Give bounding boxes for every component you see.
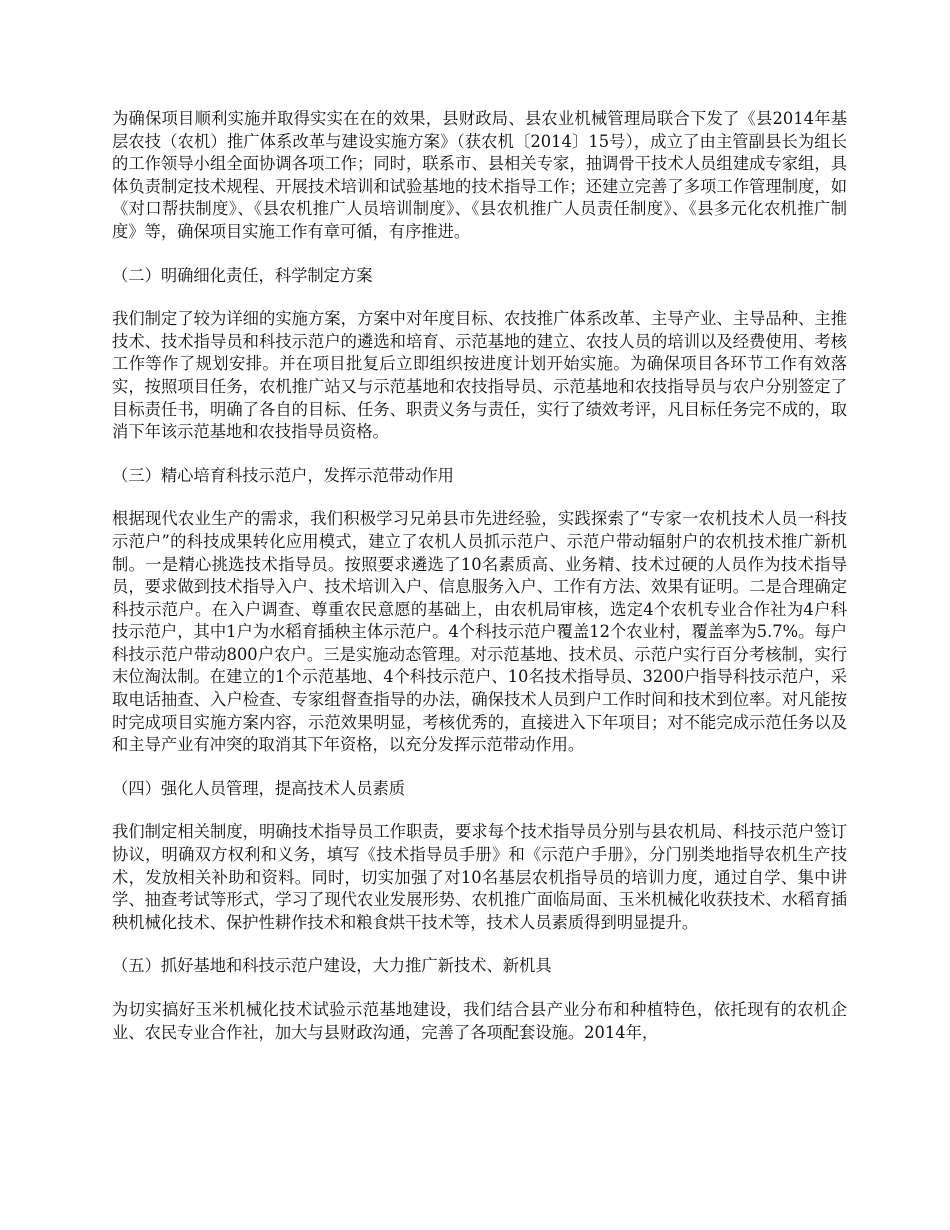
paragraph-demonstration-households: 根据现代农业生产的需求，我们积极学习兄弟县市先进经验，实践探索了“专家一农机技术人员一科技示范户”的科技成果转化应用模式，建立了农机人员抓示范户、示范户带动辐射户的农机技术推广新机制。一是精心挑选技术指导员。按照要求遴选了10名素质高、业务精、技术过硬的人员作为技术指导员，要求做到技术指导入户、技术培训入户、信息服务入户、工作有方法、效果有证明。二是合理确定科技示范户。在入户调查、尊重农民意愿的基础上，由农机局审核，选定4个农机专业合作社为4户科技示范户，其中1户为水稻育插秧主体示范户。4个科技示范户覆盖12个农业村，覆盖率为5.7%。每户科技示范户带动800户农户。三是实施动态管理。对示范基地、技术员、示范户实行百分考核制，实行末位淘汰制。在建立的1个示范基地、4个科技示范户、10名技术指导员、3200户指导科技示范户，采取电话抽查、入户检查、专家组督查指导的办法，确保技术人员到户工作时间和技术到位率。对凡能按时完成项目实施方案内容，示范效果明显，考核优秀的，直接进入下年项目；对不能完成示范任务以及和主导产业有冲突的取消其下年资格，以充分发挥示范带动作用。 (112, 509, 847, 755)
paragraph-personnel-management: 我们制定相关制度，明确技术指导员工作职责，要求每个技术指导员分别与县农机局、科技示范户签订协议，明确双方权利和义务，填写《技术指导员手册》和《示范户手册》，分门别类地指导农机生产技术，发放相关补助和资料。同时，切实加强了对10名基层农机指导员的培训力度，通过自学、集中讲学、抽查考试等形式，学习了现代农业发展形势、农机推广面临局面、玉米机械化收获技术、水稻育插秧机械化技术、保护性耕作技术和粮食烘干技术等，技术人员素质得到明显提升。 (112, 822, 847, 932)
section-heading-5: （五）抓好基地和科技示范户建设，大力推广新技术、新机具 (112, 956, 552, 976)
paragraph-base-construction: 为切实搞好玉米机械化技术试验示范基地建设，我们结合县产业分布和种植特色，依托现有的农机企业、农民专业合作社，加大与县财政沟通，完善了各项配套设施。2014年， (112, 1000, 847, 1042)
paragraph-implementation-plan: 我们制定了较为详细的实施方案，方案中对年度目标、农技推广体系改革、主导产业、主导品种、主推技术、技术指导员和科技示范户的遴选和培育、示范基地的建立、农技人员的培训以及经费使用、考核工作等作了规划安排。并在项目批复后立即组织按进度计划开始实施。为确保项目各环节工作有效落实，按照项目任务，农机推广站又与示范基地和农技指导员、示范基地和农技指导员与农户分别签定了目标责任书，明确了各自的目标、任务、职责义务与责任，实行了绩效考评，凡目标任务完不成的，取消下年该示范基地和农技指导员资格。 (112, 309, 847, 442)
section-heading-3: （三）精心培育科技示范户，发挥示范带动作用 (112, 465, 454, 485)
document-page (112, 108, 847, 1065)
section-heading-2: （二）明确细化责任，科学制定方案 (112, 265, 373, 285)
paragraph-project-implementation: 为确保项目顺利实施并取得实实在在的效果，县财政局、县农业机械管理局联合下发了《县2014年基层农技（农机）推广体系改革与建设实施方案》（获农机〔2014〕15号），成立了由主管副县长为组长的工作领导小组全面协调各项工作；同时，联系市、县相关专家，抽调骨干技术人员组建成专家组，具体负责制定技术规程、开展技术培训和试验基地的技术指导工作；还建立完善了多项工作管理制度，如《对口帮扶制度》、《县农机推广人员培训制度》、《县农机推广人员责任制度》、《县多元化农机推广制度》等，确保项目实施工作有章可循，有序推进。 (112, 109, 847, 241)
section-heading-4: （四）强化人员管理，提高技术人员素质 (112, 778, 406, 798)
